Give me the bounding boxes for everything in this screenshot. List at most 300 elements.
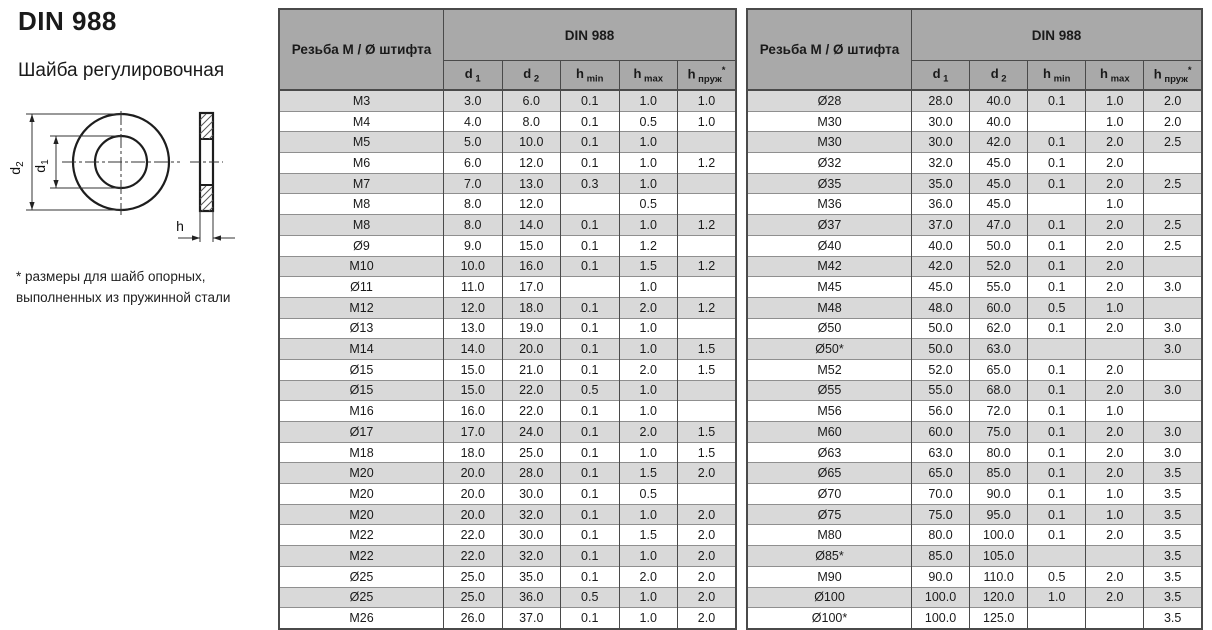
size-designation-cell: M30 (747, 132, 912, 153)
value-cell-h-min: 0.1 (1028, 463, 1086, 484)
size-designation-cell: Ø15 (279, 359, 444, 380)
value-cell-d2: 24.0 (502, 422, 561, 443)
table-row (279, 277, 736, 298)
value-cell-h-spring: 3.5 (1144, 587, 1202, 608)
value-cell-d1: 32.0 (912, 153, 970, 174)
value-cell-d1: 18.0 (444, 442, 503, 463)
value-cell-h-spring: 3.5 (1144, 525, 1202, 546)
value-cell-h-min: 0.1 (1028, 318, 1086, 339)
value-cell-h-max: 0.5 (619, 194, 678, 215)
value-cell-d2: 30.0 (502, 484, 561, 505)
value-cell-h-max: 1.0 (619, 401, 678, 422)
size-designation-cell: M4 (279, 111, 444, 132)
value-cell-d2: 32.0 (502, 546, 561, 567)
value-cell-d2: 68.0 (970, 380, 1028, 401)
value-cell-d2: 42.0 (970, 132, 1028, 153)
size-designation-cell: Ø37 (747, 215, 912, 236)
value-cell-h-min: 0.1 (561, 235, 620, 256)
value-cell-h-max (1086, 546, 1144, 567)
value-cell-d1: 70.0 (912, 484, 970, 505)
value-cell-h-max: 1.0 (619, 215, 678, 236)
table-row (279, 318, 736, 339)
column-header-h-max: h $_{max}$ (1086, 61, 1144, 91)
size-designation-cell: Ø13 (279, 318, 444, 339)
value-cell-h-min: 0.1 (561, 484, 620, 505)
value-cell-d1: 20.0 (444, 504, 503, 525)
footnote-line-2: выполненных из пружинной стали (16, 290, 231, 305)
column-header-d1: d $_1$ (444, 61, 503, 91)
column-header-h-spring: h $_{пруж}$* (678, 61, 737, 91)
value-cell-h-min: 0.1 (561, 525, 620, 546)
value-cell-d1: 4.0 (444, 111, 503, 132)
size-designation-cell: M18 (279, 442, 444, 463)
value-cell-d2: 22.0 (502, 380, 561, 401)
value-cell-h-spring (1144, 194, 1202, 215)
value-cell-h-spring: 1.0 (678, 90, 737, 111)
table-row (747, 173, 1202, 194)
size-designation-cell: M42 (747, 256, 912, 277)
size-designation-cell: Ø15 (279, 380, 444, 401)
din-standard-group-header: DIN 988 (912, 9, 1203, 61)
value-cell-h-spring: 3.5 (1144, 566, 1202, 587)
table-row (279, 111, 736, 132)
value-cell-d1: 25.0 (444, 566, 503, 587)
value-cell-h-spring: 3.0 (1144, 277, 1202, 298)
value-cell-h-spring: 2.0 (1144, 111, 1202, 132)
value-cell-h-max: 1.0 (619, 173, 678, 194)
value-cell-h-max (1086, 339, 1144, 360)
value-cell-h-min: 0.1 (561, 339, 620, 360)
value-cell-h-max: 1.0 (1086, 297, 1144, 318)
table-row (747, 484, 1202, 505)
size-designation-cell: Ø11 (279, 277, 444, 298)
size-designation-cell: Ø85* (747, 546, 912, 567)
size-designation-cell: Ø50 (747, 318, 912, 339)
value-cell-d1: 42.0 (912, 256, 970, 277)
table-row (279, 401, 736, 422)
size-designation-cell: Ø25 (279, 566, 444, 587)
value-cell-h-spring: 2.5 (1144, 235, 1202, 256)
size-designation-cell: M45 (747, 277, 912, 298)
value-cell-d1: 22.0 (444, 525, 503, 546)
value-cell-h-max: 1.5 (619, 525, 678, 546)
value-cell-d1: 13.0 (444, 318, 503, 339)
value-cell-d2: 50.0 (970, 235, 1028, 256)
value-cell-h-spring: 3.0 (1144, 442, 1202, 463)
value-cell-d2: 120.0 (970, 587, 1028, 608)
value-cell-h-max: 1.0 (619, 90, 678, 111)
value-cell-d1: 52.0 (912, 359, 970, 380)
table-row (747, 153, 1202, 174)
value-cell-h-spring: 1.5 (678, 442, 737, 463)
table-row (747, 339, 1202, 360)
value-cell-h-min: 0.1 (561, 463, 620, 484)
table-row (279, 132, 736, 153)
value-cell-d2: 16.0 (502, 256, 561, 277)
value-cell-d1: 100.0 (912, 608, 970, 629)
value-cell-h-max: 1.2 (619, 235, 678, 256)
value-cell-d1: 8.0 (444, 215, 503, 236)
table-row (747, 277, 1202, 298)
table-row (747, 608, 1202, 629)
value-cell-h-max: 1.0 (619, 442, 678, 463)
value-cell-d2: 40.0 (970, 111, 1028, 132)
value-cell-h-min: 0.1 (1028, 442, 1086, 463)
value-cell-h-max: 2.0 (619, 422, 678, 443)
value-cell-h-min (1028, 546, 1086, 567)
table-row (279, 359, 736, 380)
value-cell-d2: 28.0 (502, 463, 561, 484)
table-row (747, 235, 1202, 256)
value-cell-h-max: 1.0 (1086, 401, 1144, 422)
value-cell-h-min: 0.1 (1028, 153, 1086, 174)
size-designation-cell: Ø100 (747, 587, 912, 608)
value-cell-h-spring: 2.0 (678, 546, 737, 567)
value-cell-d2: 12.0 (502, 194, 561, 215)
table-row (279, 608, 736, 629)
value-cell-d2: 62.0 (970, 318, 1028, 339)
size-designation-cell: Ø75 (747, 504, 912, 525)
column-header-h-min: h $_{min}$ (1028, 61, 1086, 91)
size-designation-cell: M22 (279, 546, 444, 567)
table-row (279, 235, 736, 256)
value-cell-h-min: 0.1 (1028, 525, 1086, 546)
value-cell-d2: 13.0 (502, 173, 561, 194)
value-cell-d2: 15.0 (502, 235, 561, 256)
value-cell-h-max: 2.0 (1086, 256, 1144, 277)
size-designation-cell: M5 (279, 132, 444, 153)
table-row (747, 256, 1202, 277)
value-cell-h-min: 0.1 (561, 318, 620, 339)
footnote (16, 266, 230, 308)
value-cell-d1: 80.0 (912, 525, 970, 546)
value-cell-h-max: 2.0 (1086, 380, 1144, 401)
value-cell-h-max: 1.0 (619, 132, 678, 153)
table-row (747, 546, 1202, 567)
value-cell-h-min: 0.1 (1028, 256, 1086, 277)
value-cell-h-spring: 3.5 (1144, 463, 1202, 484)
value-cell-h-min (561, 277, 620, 298)
size-designation-cell: Ø55 (747, 380, 912, 401)
value-cell-h-min: 0.1 (1028, 90, 1086, 111)
value-cell-d2: 80.0 (970, 442, 1028, 463)
washer-technical-drawing (6, 110, 268, 262)
value-cell-h-spring (1144, 359, 1202, 380)
value-cell-h-max: 2.0 (619, 566, 678, 587)
value-cell-h-max: 0.5 (619, 111, 678, 132)
value-cell-h-min: 0.1 (561, 111, 620, 132)
value-cell-h-max: 2.0 (1086, 442, 1144, 463)
size-designation-cell: Ø70 (747, 484, 912, 505)
value-cell-h-spring: 2.0 (678, 587, 737, 608)
value-cell-h-spring (1144, 297, 1202, 318)
table-row (747, 401, 1202, 422)
value-cell-h-max: 2.0 (1086, 566, 1144, 587)
value-cell-h-max: 1.0 (1086, 90, 1144, 111)
value-cell-d2: 45.0 (970, 173, 1028, 194)
value-cell-h-max: 1.0 (619, 339, 678, 360)
value-cell-h-min: 0.1 (561, 566, 620, 587)
table-row (279, 380, 736, 401)
value-cell-d1: 25.0 (444, 587, 503, 608)
table-row (747, 194, 1202, 215)
value-cell-h-max: 1.0 (619, 587, 678, 608)
din988-spec-table-small-sizes (278, 8, 737, 630)
value-cell-d2: 40.0 (970, 90, 1028, 111)
table-row (279, 587, 736, 608)
value-cell-h-max: 1.5 (619, 256, 678, 277)
size-designation-cell: M56 (747, 401, 912, 422)
value-cell-d1: 85.0 (912, 546, 970, 567)
value-cell-h-spring (678, 194, 737, 215)
table-row (747, 566, 1202, 587)
value-cell-d2: 47.0 (970, 215, 1028, 236)
value-cell-h-spring: 3.0 (1144, 339, 1202, 360)
value-cell-d1: 3.0 (444, 90, 503, 111)
value-cell-d2: 8.0 (502, 111, 561, 132)
value-cell-d2: 72.0 (970, 401, 1028, 422)
page-subtitle: Шайба регулировочная (18, 60, 225, 81)
value-cell-h-max: 1.0 (1086, 111, 1144, 132)
value-cell-h-min: 0.1 (1028, 401, 1086, 422)
value-cell-h-spring: 3.5 (1144, 504, 1202, 525)
size-designation-cell: M3 (279, 90, 444, 111)
value-cell-h-max: 2.0 (1086, 132, 1144, 153)
value-cell-d2: 32.0 (502, 504, 561, 525)
value-cell-h-min: 0.1 (561, 215, 620, 236)
value-cell-h-max: 1.0 (619, 608, 678, 629)
value-cell-d1: 30.0 (912, 111, 970, 132)
value-cell-h-max: 1.0 (1086, 504, 1144, 525)
value-cell-d1: 28.0 (912, 90, 970, 111)
value-cell-h-min: 0.1 (1028, 380, 1086, 401)
value-cell-h-max: 2.0 (1086, 463, 1144, 484)
value-cell-h-max: 2.0 (1086, 359, 1144, 380)
value-cell-d1: 36.0 (912, 194, 970, 215)
table-row (747, 504, 1202, 525)
value-cell-d2: 36.0 (502, 587, 561, 608)
value-cell-d2: 12.0 (502, 153, 561, 174)
d2-dimension-label: $d_2$ (7, 161, 26, 175)
table-row (747, 318, 1202, 339)
value-cell-h-max: 1.0 (619, 318, 678, 339)
value-cell-h-spring: 2.0 (678, 463, 737, 484)
value-cell-h-max: 2.0 (1086, 277, 1144, 298)
value-cell-h-min: 0.1 (1028, 235, 1086, 256)
table-row (747, 111, 1202, 132)
value-cell-d1: 56.0 (912, 401, 970, 422)
table-row (279, 422, 736, 443)
value-cell-h-min: 0.5 (561, 380, 620, 401)
value-cell-h-spring (1144, 256, 1202, 277)
size-designation-cell: M90 (747, 566, 912, 587)
value-cell-d2: 6.0 (502, 90, 561, 111)
value-cell-d2: 85.0 (970, 463, 1028, 484)
size-designation-cell: Ø50* (747, 339, 912, 360)
value-cell-d2: 105.0 (970, 546, 1028, 567)
page-title: DIN 988 (18, 6, 117, 36)
value-cell-d1: 22.0 (444, 546, 503, 567)
value-cell-h-max: 1.0 (1086, 194, 1144, 215)
value-cell-d2: 45.0 (970, 194, 1028, 215)
value-cell-h-spring: 1.5 (678, 422, 737, 443)
value-cell-d2: 63.0 (970, 339, 1028, 360)
value-cell-h-max: 0.5 (619, 484, 678, 505)
value-cell-h-max: 2.0 (1086, 235, 1144, 256)
value-cell-d2: 18.0 (502, 297, 561, 318)
d1-dimension-label: $d_1$ (32, 159, 51, 173)
value-cell-h-max: 1.0 (619, 546, 678, 567)
size-designation-cell: M22 (279, 525, 444, 546)
value-cell-h-min (1028, 339, 1086, 360)
value-cell-d2: 35.0 (502, 566, 561, 587)
size-designation-cell: M7 (279, 173, 444, 194)
size-designation-cell: M52 (747, 359, 912, 380)
value-cell-d2: 20.0 (502, 339, 561, 360)
size-designation-cell: Ø40 (747, 235, 912, 256)
value-cell-h-spring (678, 401, 737, 422)
washer-front-view (62, 111, 180, 215)
value-cell-d2: 22.0 (502, 401, 561, 422)
size-designation-cell: M60 (747, 422, 912, 443)
value-cell-h-min: 0.5 (561, 587, 620, 608)
value-cell-d2: 90.0 (970, 484, 1028, 505)
value-cell-d1: 55.0 (912, 380, 970, 401)
value-cell-d1: 35.0 (912, 173, 970, 194)
value-cell-h-min: 0.1 (561, 504, 620, 525)
value-cell-h-min: 0.5 (1028, 566, 1086, 587)
value-cell-h-max: 1.0 (619, 380, 678, 401)
table-row (279, 153, 736, 174)
column-header-d2: d $_2$ (502, 61, 561, 91)
value-cell-d2: 10.0 (502, 132, 561, 153)
value-cell-d1: 17.0 (444, 422, 503, 443)
value-cell-d2: 25.0 (502, 442, 561, 463)
value-cell-d1: 40.0 (912, 235, 970, 256)
size-designation-cell: M8 (279, 215, 444, 236)
column-header-h-max: h $_{max}$ (619, 61, 678, 91)
value-cell-d2: 60.0 (970, 297, 1028, 318)
value-cell-h-min (1028, 194, 1086, 215)
value-cell-h-max: 1.0 (619, 153, 678, 174)
value-cell-d1: 90.0 (912, 566, 970, 587)
value-cell-h-max: 2.0 (1086, 422, 1144, 443)
size-designation-cell: Ø17 (279, 422, 444, 443)
size-designation-cell: M12 (279, 297, 444, 318)
value-cell-d1: 26.0 (444, 608, 503, 629)
value-cell-d1: 10.0 (444, 256, 503, 277)
table-row (279, 215, 736, 236)
table-row (279, 256, 736, 277)
size-designation-cell: M10 (279, 256, 444, 277)
value-cell-h-min: 0.1 (561, 401, 620, 422)
value-cell-d1: 14.0 (444, 339, 503, 360)
thread-pin-diameter-column-header: Резьба М / Ø штифта (747, 9, 912, 90)
value-cell-h-min: 0.5 (1028, 297, 1086, 318)
table-row (747, 359, 1202, 380)
size-designation-cell: Ø28 (747, 90, 912, 111)
table-row (279, 339, 736, 360)
size-designation-cell: M36 (747, 194, 912, 215)
value-cell-h-min: 0.3 (561, 173, 620, 194)
size-designation-cell: M30 (747, 111, 912, 132)
value-cell-h-min: 0.1 (1028, 484, 1086, 505)
value-cell-h-min (1028, 608, 1086, 629)
value-cell-h-spring (678, 380, 737, 401)
value-cell-h-max: 1.5 (619, 463, 678, 484)
table-row (279, 546, 736, 567)
table-row (747, 525, 1202, 546)
value-cell-d2: 125.0 (970, 608, 1028, 629)
value-cell-h-min: 0.1 (561, 442, 620, 463)
value-cell-h-min (1028, 111, 1086, 132)
value-cell-d1: 7.0 (444, 173, 503, 194)
value-cell-d2: 45.0 (970, 153, 1028, 174)
value-cell-d1: 11.0 (444, 277, 503, 298)
value-cell-d2: 75.0 (970, 422, 1028, 443)
value-cell-h-min: 0.1 (1028, 277, 1086, 298)
value-cell-h-spring (678, 132, 737, 153)
value-cell-d1: 15.0 (444, 359, 503, 380)
value-cell-h-spring: 3.0 (1144, 422, 1202, 443)
value-cell-h-max: 2.0 (1086, 153, 1144, 174)
size-designation-cell: M14 (279, 339, 444, 360)
value-cell-d1: 20.0 (444, 484, 503, 505)
size-designation-cell: M48 (747, 297, 912, 318)
value-cell-h-min: 0.1 (561, 546, 620, 567)
value-cell-d2: 37.0 (502, 608, 561, 629)
table-row (747, 587, 1202, 608)
value-cell-d2: 17.0 (502, 277, 561, 298)
value-cell-h-spring: 2.0 (678, 608, 737, 629)
value-cell-d1: 37.0 (912, 215, 970, 236)
footnote-line-1: * размеры для шайб опорных, (16, 269, 206, 284)
value-cell-h-min: 0.1 (1028, 504, 1086, 525)
size-designation-cell: M6 (279, 153, 444, 174)
column-header-h-min: h $_{min}$ (561, 61, 620, 91)
value-cell-d1: 63.0 (912, 442, 970, 463)
value-cell-h-min: 0.1 (561, 90, 620, 111)
table-row (747, 422, 1202, 443)
value-cell-d1: 5.0 (444, 132, 503, 153)
value-cell-h-spring (678, 318, 737, 339)
value-cell-h-min: 0.1 (1028, 132, 1086, 153)
size-designation-cell: M26 (279, 608, 444, 629)
value-cell-h-spring (678, 235, 737, 256)
value-cell-d1: 30.0 (912, 132, 970, 153)
size-designation-cell: M20 (279, 484, 444, 505)
size-designation-cell: Ø63 (747, 442, 912, 463)
table-row (747, 297, 1202, 318)
size-designation-cell: M80 (747, 525, 912, 546)
value-cell-h-max: 1.0 (619, 504, 678, 525)
table-row (279, 90, 736, 111)
table-row (747, 463, 1202, 484)
value-cell-d1: 8.0 (444, 194, 503, 215)
din988-spec-table-large-sizes (746, 8, 1203, 630)
value-cell-h-spring: 2.5 (1144, 132, 1202, 153)
value-cell-d2: 19.0 (502, 318, 561, 339)
value-cell-h-min: 0.1 (1028, 422, 1086, 443)
washer-side-view (190, 113, 223, 211)
value-cell-d1: 50.0 (912, 339, 970, 360)
value-cell-h-spring: 1.5 (678, 359, 737, 380)
value-cell-h-spring: 1.2 (678, 256, 737, 277)
value-cell-d1: 60.0 (912, 422, 970, 443)
value-cell-d1: 16.0 (444, 401, 503, 422)
value-cell-h-spring: 1.0 (678, 111, 737, 132)
size-designation-cell: M20 (279, 504, 444, 525)
